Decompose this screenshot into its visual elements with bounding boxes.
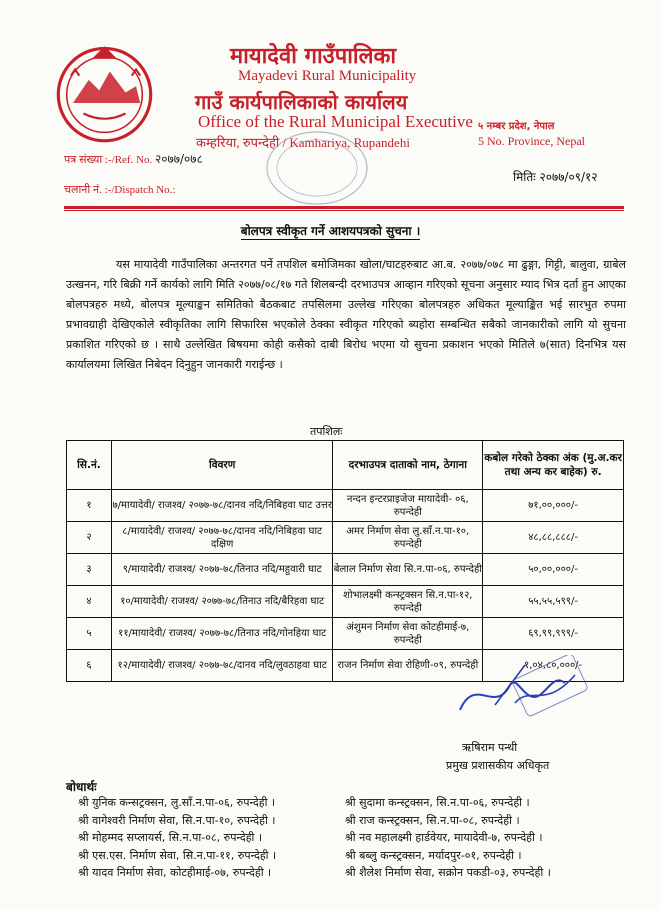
cell-bidder: अमर निर्माण सेवा लु.साँ.न.पा-१०, रुपन्देही <box>333 522 483 554</box>
cell-amount: ५०,००,०००/- <box>483 554 624 586</box>
header-bidder: दरभाउपत्र दाताको नाम, ठेगाना <box>333 441 483 490</box>
cell-description: १०/मायादेवी/ राजश्व/ २०७७-७८/तिनाउ नदि/बैरिहवा घाट <box>111 586 333 618</box>
province-nepali: ५ नम्बर प्रदेश, नेपाल <box>478 121 555 132</box>
letter-date: मितिः २०७७/०९/१२ <box>513 170 598 184</box>
table-row <box>67 522 624 554</box>
list-item: श्री नव महालक्ष्मी हार्डवेयर, मायादेवी-७, रुपन्देही । <box>345 831 543 844</box>
table-header-row <box>67 441 624 490</box>
list-item: श्री सुदामा कन्स्ट्रक्सन, सि.न.पा-०६, रुपन्देही । <box>345 796 530 809</box>
signer-name: ऋषिराम पन्थी <box>462 741 518 754</box>
cell-bidder: बेलाल निर्माण सेवा सि.न.पा-०६, रुपन्देही <box>333 554 483 586</box>
cell-description: ८/मायादेवी/ राजश्व/ २०७७-७८/दानव नदि/निबिहवा घाट दक्षिण <box>111 522 333 554</box>
list-item: श्री वागेश्वरी निर्माण सेवा, सि.न.पा-१०, रुपन्देही । <box>78 813 276 827</box>
ref-value: २०७७/०७८ <box>155 152 203 166</box>
cell-bidder: शोभालक्ष्मी कन्स्ट्रक्सन सि.न.पा-१२, रुपन्देही <box>333 586 483 618</box>
office-address: कम्हरिया, रुपन्देही / Kamhariya, Rupandehi <box>196 135 410 150</box>
list-item: श्री यादव निर्माण सेवा, कोटहीमाई-०७, रुपन्देही । <box>78 866 272 879</box>
cc-list-left <box>78 794 276 882</box>
cell-amount: ७१,००,०००/- <box>483 490 624 522</box>
table-row <box>67 554 624 586</box>
signature-icon <box>455 655 590 730</box>
dispatch-number: चलानी नं. :-/Dispatch No.: <box>64 184 176 196</box>
table-caption: तपशिलः <box>310 425 343 438</box>
signer-post: प्रमुख प्रशासकीय अधिकृत <box>446 759 550 772</box>
list-item: श्री मोहम्मद सप्लायर्स, सि.न.पा-०८, रुपन्देही । <box>78 831 263 844</box>
nepal-emblem-icon <box>52 40 157 145</box>
cell-description: १२/मायादेवी/ राजश्व/ २०७७-७८/दानव नदि/लुवठाहवा घाट <box>111 650 333 682</box>
cc-heading: बोधार्थः <box>66 780 97 794</box>
cell-bidder: राजन निर्माण सेवा रोहिणी-०९, रुपन्देही <box>333 650 483 682</box>
office-name-nepali: गाउँ कार्यपालिकाको कार्यालय <box>195 90 408 114</box>
table-row <box>67 618 624 650</box>
table-row <box>67 490 624 522</box>
office-stamp-icon <box>262 128 372 208</box>
org-name-nepali: मायादेवी गाउँपालिका <box>230 43 397 69</box>
subject-heading <box>0 222 661 239</box>
office-name-english: Office of the Rural Municipal Executive <box>198 112 473 131</box>
list-item: श्री शैलेश निर्माण सेवा, सक्रोन पकडी-०३, रुपन्देही । <box>345 866 551 879</box>
cell-sn: ३ <box>67 554 112 586</box>
header-amount: कबोल गरेको ठेक्का अंक (मु.अ.कर तथा अन्य कर बाहेक) रु. <box>483 441 624 490</box>
reference-number <box>64 150 203 167</box>
list-item: श्री युनिक कन्सट्रक्सन, लु.साँ.न.पा-०६, रुपन्देही । <box>78 796 276 809</box>
cell-amount: ४८,८८,८८८/- <box>483 522 624 554</box>
cell-sn: ४ <box>67 586 112 618</box>
cell-sn: २ <box>67 522 112 554</box>
header-sn: सि.नं. <box>67 441 112 490</box>
cell-sn: ६ <box>67 650 112 682</box>
list-item: श्री एस.एस. निर्माण सेवा, सि.न.पा-११, रुपन्देही । <box>78 848 277 862</box>
cell-amount: १,०४,८०,०००/- <box>483 650 624 682</box>
header-divider <box>64 206 624 209</box>
cell-bidder: नन्दन इन्टरप्राइजेज मायादेवी- ०६, रुपन्देही <box>333 490 483 522</box>
cell-description: ९/मायादेवी/ राजश्व/ २०७७-७८/तिनाउ नदि/महुवारी घाट <box>111 554 333 586</box>
org-name-english: Mayadevi Rural Municipality <box>238 68 417 84</box>
list-item: श्री राज कन्स्ट्रक्सन, सि.न.पा-०८, रुपन्देही । <box>345 813 520 827</box>
cell-sn: १ <box>67 490 112 522</box>
notice-body: यस मायादेवी गाउँपालिका अन्तरगत पर्ने तपशिल बमोजिमका खोला/घाटहरुबाट आ.ब. २०७७/०७८ मा ढुङ्गा, गिट्टी, बालुवा, ग्राबेल उत्खनन, गरि बिक्री गर्ने कार्यको लागि मिति २०७७/०८/१७ गते शिलबन्दी दरभाउपत्र आव्हान गरिएको सूचना अनुसार म्याद भित्र दर्ता हुन आएका बोलपत्रहरु मध्ये, बोलपत्र मूल्याङ्कन समितिको बैठकबाट तपसिलमा उल्लेख गरिएका बोलपत्रहरु अधिकत मूल्याङ्कित भई सारभुत रुपमा प्रभावग्राही देखिएकोले स्वीकृतिका लागि सिफारिस भएकोले ठेक्का स्वीकृत गरिएको ब्यहोरा सम्बन्धित सबैको जानकारीको लागि यो सुचना प्रकाशित गरिएको छ । साथै उल्लेखित बिषयमा कोही कसैको दाबी बिरोध भएमा यो सुचना प्रकाशन भएको मितिले ७(सात) दिनभित्र यस कार्यालयमा लिखित निबेदन दिनुहुन जानकारी गराईन्छ । <box>66 258 626 371</box>
ref-label: पत्र संख्या :-/Ref. No. <box>64 154 153 166</box>
cell-bidder: अंशुमन निर्माण सेवा कोटहीमाई-७, रुपन्देही <box>333 618 483 650</box>
table-row <box>67 586 624 618</box>
cell-description: ११/मायादेवी/ राजश्व/ २०७७-७८/तिनाउ नदि/गोनहिया घाट <box>111 618 333 650</box>
contract-table <box>66 440 624 682</box>
subject-text: बोलपत्र स्वीकृत गर्ने आशयपत्रको सुचना । <box>240 224 421 238</box>
province-english: 5 No. Province, Nepal <box>478 134 585 148</box>
cell-sn: ५ <box>67 618 112 650</box>
cc-list-right <box>345 794 551 882</box>
list-item: श्री बब्लु कन्स्ट्रक्सन, मर्यादपुर-०१, रुपन्देही । <box>345 848 522 862</box>
header-divider-thin <box>64 210 624 211</box>
cell-amount: ६९,९९,९९९/- <box>483 618 624 650</box>
header-description: विवरण <box>111 441 333 490</box>
cell-amount: ५५,५५,५९९/- <box>483 586 624 618</box>
cell-description: ७/मायादेवी/ राजश्व/ २०७७-७८/दानव नदि/निबिहवा घाट उत्तर <box>111 490 333 522</box>
